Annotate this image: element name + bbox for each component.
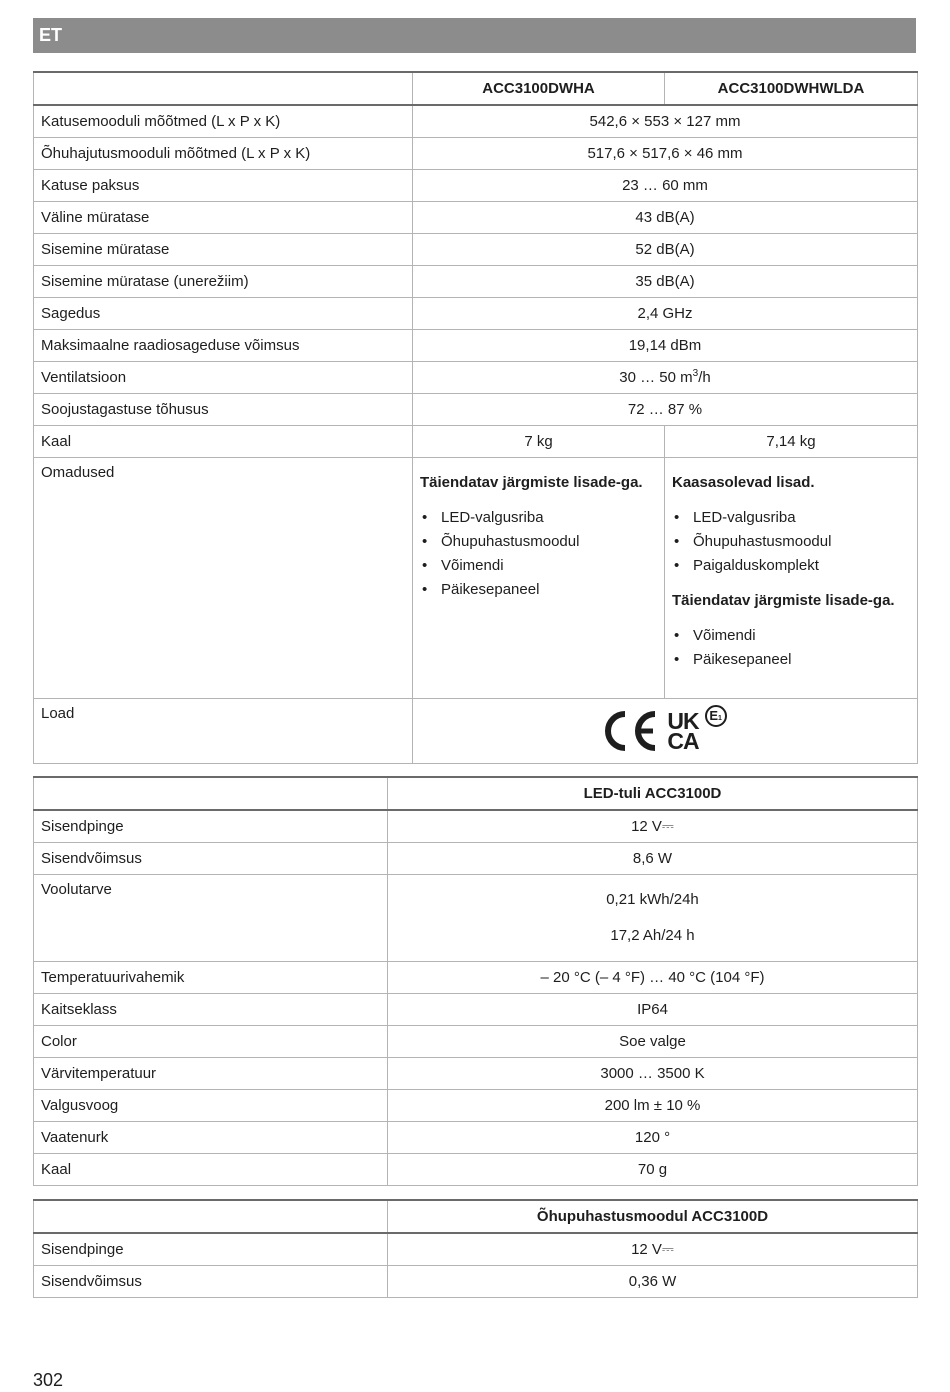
row-value: 12 V⎓	[388, 1233, 918, 1266]
table-row	[34, 234, 918, 266]
table-row	[34, 1090, 918, 1122]
approvals-row	[34, 699, 918, 764]
led-header: LED-tuli ACC3100D	[388, 777, 918, 810]
language-header	[33, 18, 916, 53]
list-item: • LED-valgusriba	[420, 506, 657, 530]
row-label: Voolutarve	[34, 875, 388, 962]
list-item: • Päikesepaneel	[420, 578, 657, 602]
ukca-line-1: UK	[667, 708, 699, 734]
table-row	[34, 962, 918, 994]
list-item: • LED-valgusriba	[672, 506, 910, 530]
row-value: 200 lm ± 10 %	[388, 1090, 918, 1122]
specs-table-air-purifier	[33, 1199, 918, 1298]
row-value: 12 V⎓	[388, 810, 918, 843]
row-label: Omadused	[34, 458, 413, 699]
row-value: – 20 °C (– 4 °F) … 40 °C (104 °F)	[388, 962, 918, 994]
air-purifier-header: Õhupuhastusmoodul ACC3100D	[388, 1200, 918, 1233]
table-header-row	[34, 1200, 918, 1233]
table-row	[34, 843, 918, 875]
row-label: Color	[34, 1026, 388, 1058]
page-number: 302	[33, 1370, 64, 1390]
row-value: 517,6 × 517,6 × 46 mm	[413, 138, 918, 170]
row-label: Katusemooduli mõõtmed (L x P x K)	[34, 105, 413, 138]
weight-a: 7 kg	[413, 426, 665, 458]
header-blank-cell	[34, 1200, 388, 1233]
table-row	[34, 138, 918, 170]
header-blank-cell	[34, 72, 413, 105]
row-label: Õhuhajutusmooduli mõõtmed (L x P x K)	[34, 138, 413, 170]
language-code: ET	[39, 25, 63, 45]
row-value: 43 dB(A)	[413, 202, 918, 234]
ce-mark-icon	[603, 709, 659, 753]
features-heading: Täiendatav järgmiste lisade-ga.	[672, 592, 895, 609]
row-value: IP64	[388, 994, 918, 1026]
e-mark-subscript: 1	[717, 715, 722, 722]
e-mark-letter: E	[709, 708, 718, 723]
row-label: Sagedus	[34, 298, 413, 330]
ukca-mark-icon	[667, 708, 699, 754]
table-row	[34, 875, 918, 962]
approval-marks	[413, 699, 918, 764]
e-mark-icon	[705, 705, 727, 727]
row-label: Sisemine müratase	[34, 234, 413, 266]
table-row	[34, 810, 918, 843]
specs-table-main	[33, 71, 918, 764]
table-row	[34, 394, 918, 426]
table-row	[34, 994, 918, 1026]
table-row	[34, 1122, 918, 1154]
features-row	[34, 458, 918, 699]
table-row	[34, 362, 918, 394]
consumption-ah: 17,2 Ah/24 h	[610, 927, 695, 944]
row-value: 542,6 × 553 × 127 mm	[413, 105, 918, 138]
features-heading: Täiendatav järgmiste lisade-ga.	[420, 474, 643, 491]
row-value: 72 … 87 %	[413, 394, 918, 426]
row-label: Sisemine müratase (unerežiim)	[34, 266, 413, 298]
table-row	[34, 170, 918, 202]
row-label: Sisendpinge	[34, 810, 388, 843]
features-b	[665, 458, 918, 699]
model-a-header: ACC3100DWHA	[413, 72, 665, 105]
list-item: • Paigalduskomplekt	[672, 554, 910, 578]
weight-b: 7,14 kg	[665, 426, 918, 458]
features-list	[672, 506, 910, 578]
ventilation-unit: /h	[698, 369, 711, 386]
row-label: Vaatenurk	[34, 1122, 388, 1154]
row-label: Värvitemperatuur	[34, 1058, 388, 1090]
list-item: • Võimendi	[420, 554, 657, 578]
list-item: • Päikesepaneel	[672, 648, 910, 672]
row-label: Kaitseklass	[34, 994, 388, 1026]
row-label: Kaal	[34, 426, 413, 458]
list-item: • Õhupuhastusmoodul	[420, 530, 657, 554]
table-row	[34, 1154, 918, 1186]
table-header-row	[34, 72, 918, 105]
row-value: 19,14 dBm	[413, 330, 918, 362]
row-value	[388, 875, 918, 962]
row-label: Load	[34, 699, 413, 764]
row-label: Väline müratase	[34, 202, 413, 234]
model-b-header: ACC3100DWHWLDA	[665, 72, 918, 105]
specs-table-led	[33, 776, 918, 1186]
features-heading: Kaasasolevad lisad.	[672, 474, 815, 491]
row-value: 23 … 60 mm	[413, 170, 918, 202]
row-value: 35 dB(A)	[413, 266, 918, 298]
row-value	[413, 362, 918, 394]
table-row	[34, 426, 918, 458]
row-value: 2,4 GHz	[413, 298, 918, 330]
header-blank-cell	[34, 777, 388, 810]
table-row	[34, 298, 918, 330]
ventilation-value: 30 … 50 m	[619, 369, 693, 386]
row-value: 3000 … 3500 K	[388, 1058, 918, 1090]
table-row	[34, 1026, 918, 1058]
table-row	[34, 202, 918, 234]
row-label: Sisendpinge	[34, 1233, 388, 1266]
row-value: 70 g	[388, 1154, 918, 1186]
row-label: Valgusvoog	[34, 1090, 388, 1122]
row-label: Sisendvõimsus	[34, 1266, 388, 1298]
ukca-line-2: CA	[667, 728, 699, 754]
row-value: 120 °	[388, 1122, 918, 1154]
row-label: Sisendvõimsus	[34, 843, 388, 875]
list-item: • Õhupuhastusmoodul	[672, 530, 910, 554]
row-label: Temperatuurivahemik	[34, 962, 388, 994]
row-label: Kaal	[34, 1154, 388, 1186]
row-label: Maksimaalne raadiosageduse võimsus	[34, 330, 413, 362]
row-value: 8,6 W	[388, 843, 918, 875]
row-label: Soojustagastuse tõhusus	[34, 394, 413, 426]
table-row	[34, 1058, 918, 1090]
list-item: • Võimendi	[672, 624, 910, 648]
row-value: 0,36 W	[388, 1266, 918, 1298]
table-row	[34, 1233, 918, 1266]
table-header-row	[34, 777, 918, 810]
features-a	[413, 458, 665, 699]
row-label: Katuse paksus	[34, 170, 413, 202]
cubic-superscript: 3	[692, 368, 699, 379]
consumption-kwh: 0,21 kWh/24h	[606, 891, 699, 908]
table-row	[34, 266, 918, 298]
row-label: Ventilatsioon	[34, 362, 413, 394]
features-list	[672, 624, 910, 672]
table-row	[34, 1266, 918, 1298]
row-value: Soe valge	[388, 1026, 918, 1058]
table-row	[34, 105, 918, 138]
features-list	[420, 506, 657, 602]
row-value: 52 dB(A)	[413, 234, 918, 266]
table-row	[34, 330, 918, 362]
